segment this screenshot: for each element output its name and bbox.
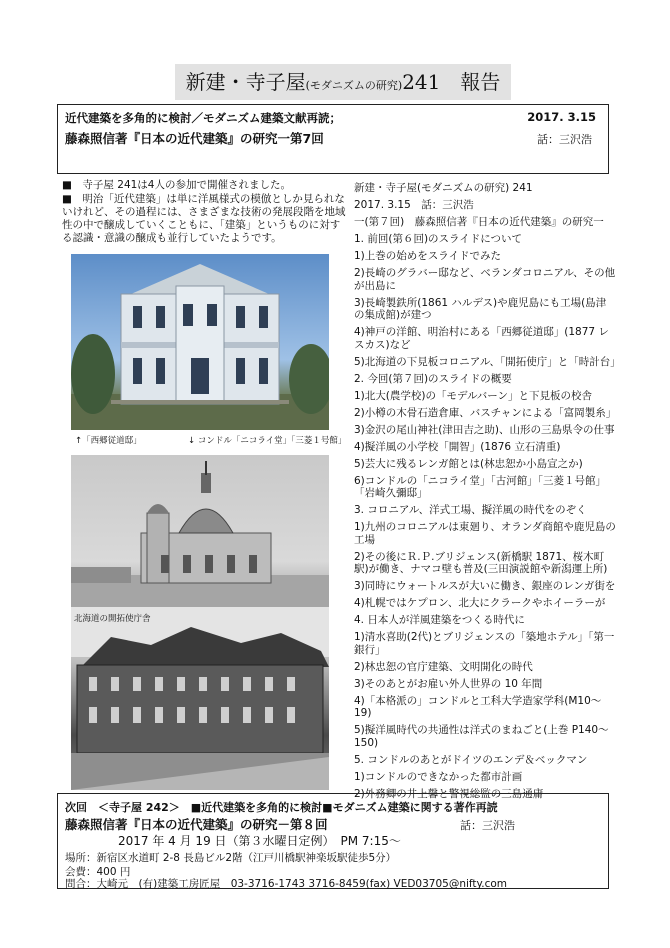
next-session-place: 場所：新宿区水道町 2-8 長島ビル2階（江戸川橋駅神楽坂駅徒歩5分） [65, 852, 397, 864]
next-session-date: 2017 年 4 月 19 日（第３水曜日定例） PM 7:15～ [118, 834, 401, 848]
outline-line: 5)北海道の下見板コロニアル、「開拓使庁」と「時計台」 [354, 355, 621, 368]
outline-line: 1)コンドルのできなかった都市計画 [354, 770, 523, 783]
outline-line: 6)コンドルの「ニコライ堂」「古河館」「三菱１号館」「岩崎久彌邸」 [354, 474, 606, 499]
nikolai-do-photo [71, 455, 329, 607]
caption-saigo: ↑「西郷従道邸」 [75, 436, 142, 446]
outline-line: 5)擬洋風時代の共通性は洋式のまねごと(上巻 P140～150) [354, 724, 609, 749]
outline-line: 4. 日本人が洋風建築をつくる時代に [354, 614, 525, 626]
outline-line: 1)清水喜助(2代)とブリジェンスの「築地ホテル」「第一銀行」 [354, 631, 615, 656]
outline-line: 新建・寺子屋(モダニズムの研究) 241 [354, 182, 533, 194]
outline-line: 2017. 3.15 話：三沢浩 [354, 199, 474, 211]
outline-line: 2. 今回(第７回)のスライドの概要 [354, 372, 512, 385]
lecture-outline [354, 182, 621, 805]
next-session-heading: 次回 ＜寺子屋 242＞ ■近代建築を多角的に検討■モダニズム建築に関する著作再読 [65, 801, 498, 814]
outline-line: 2)外務卿の井上馨と警視総監の三島通庸 [354, 787, 544, 800]
header-main-title: 藤森照信著『日本の近代建築』の研究一第7回 [65, 131, 324, 146]
next-session-title: 藤森照信著『日本の近代建築』の研究－第８回 [65, 817, 328, 832]
outline-line: 3)同時にウォートルスが大いに働き、銀座のレンガ街を [354, 580, 616, 592]
title-main: 新建・寺子屋 [185, 70, 306, 94]
outline-line: 1)九州のコロニアルは東廻り、オランダ商館や鹿児島の工場 [354, 521, 616, 546]
title-sub: (モダニズムの研究) [305, 79, 403, 92]
outline-line: 5. コンドルのあとがドイツのエンデ＆ベックマン [354, 753, 588, 766]
caption-conder: ↓ コンドル「ニコライ堂」「三菱１号館」 [188, 436, 347, 446]
saigo-residence-illustration [71, 254, 329, 430]
outline-line: 1. 前回(第６回)のスライドについて [354, 233, 523, 245]
outline-line: 1)上巻の始めをスライドでみた [354, 250, 501, 262]
outline-line: 3. コロニアル、洋式工場、擬洋風の時代をのぞく [354, 504, 587, 516]
outline-line: 一(第７回) 藤森照信著『日本の近代建築』の研究一 [354, 216, 604, 228]
outline-line: 4)札幌ではケプロン、北大にクラークやホイーラーが [354, 597, 606, 609]
outline-line: 2)小樽の木骨石造倉庫、バスチャンによる「富岡製糸」 [354, 406, 617, 419]
outline-line: 3)金沢の尾山神社(津田吉之助)、山形の三島県令の仕事 [354, 423, 615, 436]
nikolai-do-illustration [71, 455, 329, 607]
outline-line: 3)長崎製鉄所(1861 ハルデス)や鹿児島にも工場(島津の集成館)が建つ [354, 296, 607, 321]
saigo-residence-photo [71, 254, 329, 430]
header-box [57, 104, 609, 174]
next-session-contact: 問合：大崎元 (有)建築工房匠屋 03-3716-1743 3716-8459(fax) VED03705@nifty.com [65, 878, 508, 890]
header-date: 2017. 3.15 [527, 110, 596, 124]
intro-paragraph: ■ 明治「近代建築」は単に洋風様式の模倣としか見られないけれど、その過程には、さまざまな技術の発展段階を地域性の中で醸成していくこともに、「建築」というものに対する認識・意識の醸成も並行していたようです。 [62, 193, 346, 244]
outline-line: 1)北大(農学校)の「モデルバーン」と下見板の校舎 [354, 389, 592, 402]
outline-line: 2)林忠恕の官庁建築、文明開化の時代 [354, 660, 533, 673]
header-subtitle: 近代建築を多角的に検討／モダニズム建築文献再読； [65, 111, 341, 125]
intro-paragraph: ■ 寺子屋 241は4人の参加で開催されました。 [62, 179, 291, 191]
next-session-box [57, 793, 609, 889]
outline-line: 5)芸大に残るレンガ館とは(林忠恕か小島宣之か) [354, 457, 583, 470]
outline-line: 3)そのあとがお雇い外人世界の 10 年間 [354, 677, 543, 690]
outline-line: 2)長崎のグラバー邸など、ベランダコロニアル、その他が出島に [354, 267, 616, 292]
header-speaker: 話：三沢浩 [537, 133, 592, 146]
caption-kaitakushi: 北海道の開拓使庁舎 [74, 614, 151, 624]
kaitakushi-office-illustration [71, 607, 329, 790]
title-number: 241 報告 [402, 70, 501, 94]
intro-text [62, 179, 346, 246]
outline-line: 4)擬洋風の小学校「開智」(1876 立石清重) [354, 440, 561, 453]
next-session-fee: 会費：400 円 [65, 866, 131, 878]
outline-line: 4)「本格派の」コンドルと工科大学造家学科(M10～19) [354, 694, 602, 719]
outline-line: 4)神戸の洋館、明治村にある「西郷従道邸」(1877 レスカス)など [354, 326, 609, 351]
outline-line: 2)その後にＲ.Ｐ.ブリジェンス(新橋駅 1871、桜木町駅)が働き、ナマコ壁も普及(三田演説館や新潟運上所) [354, 550, 608, 575]
kaitakushi-office-photo [71, 607, 329, 790]
report-title [175, 64, 511, 100]
next-session-speaker: 話：三沢浩 [460, 819, 515, 832]
